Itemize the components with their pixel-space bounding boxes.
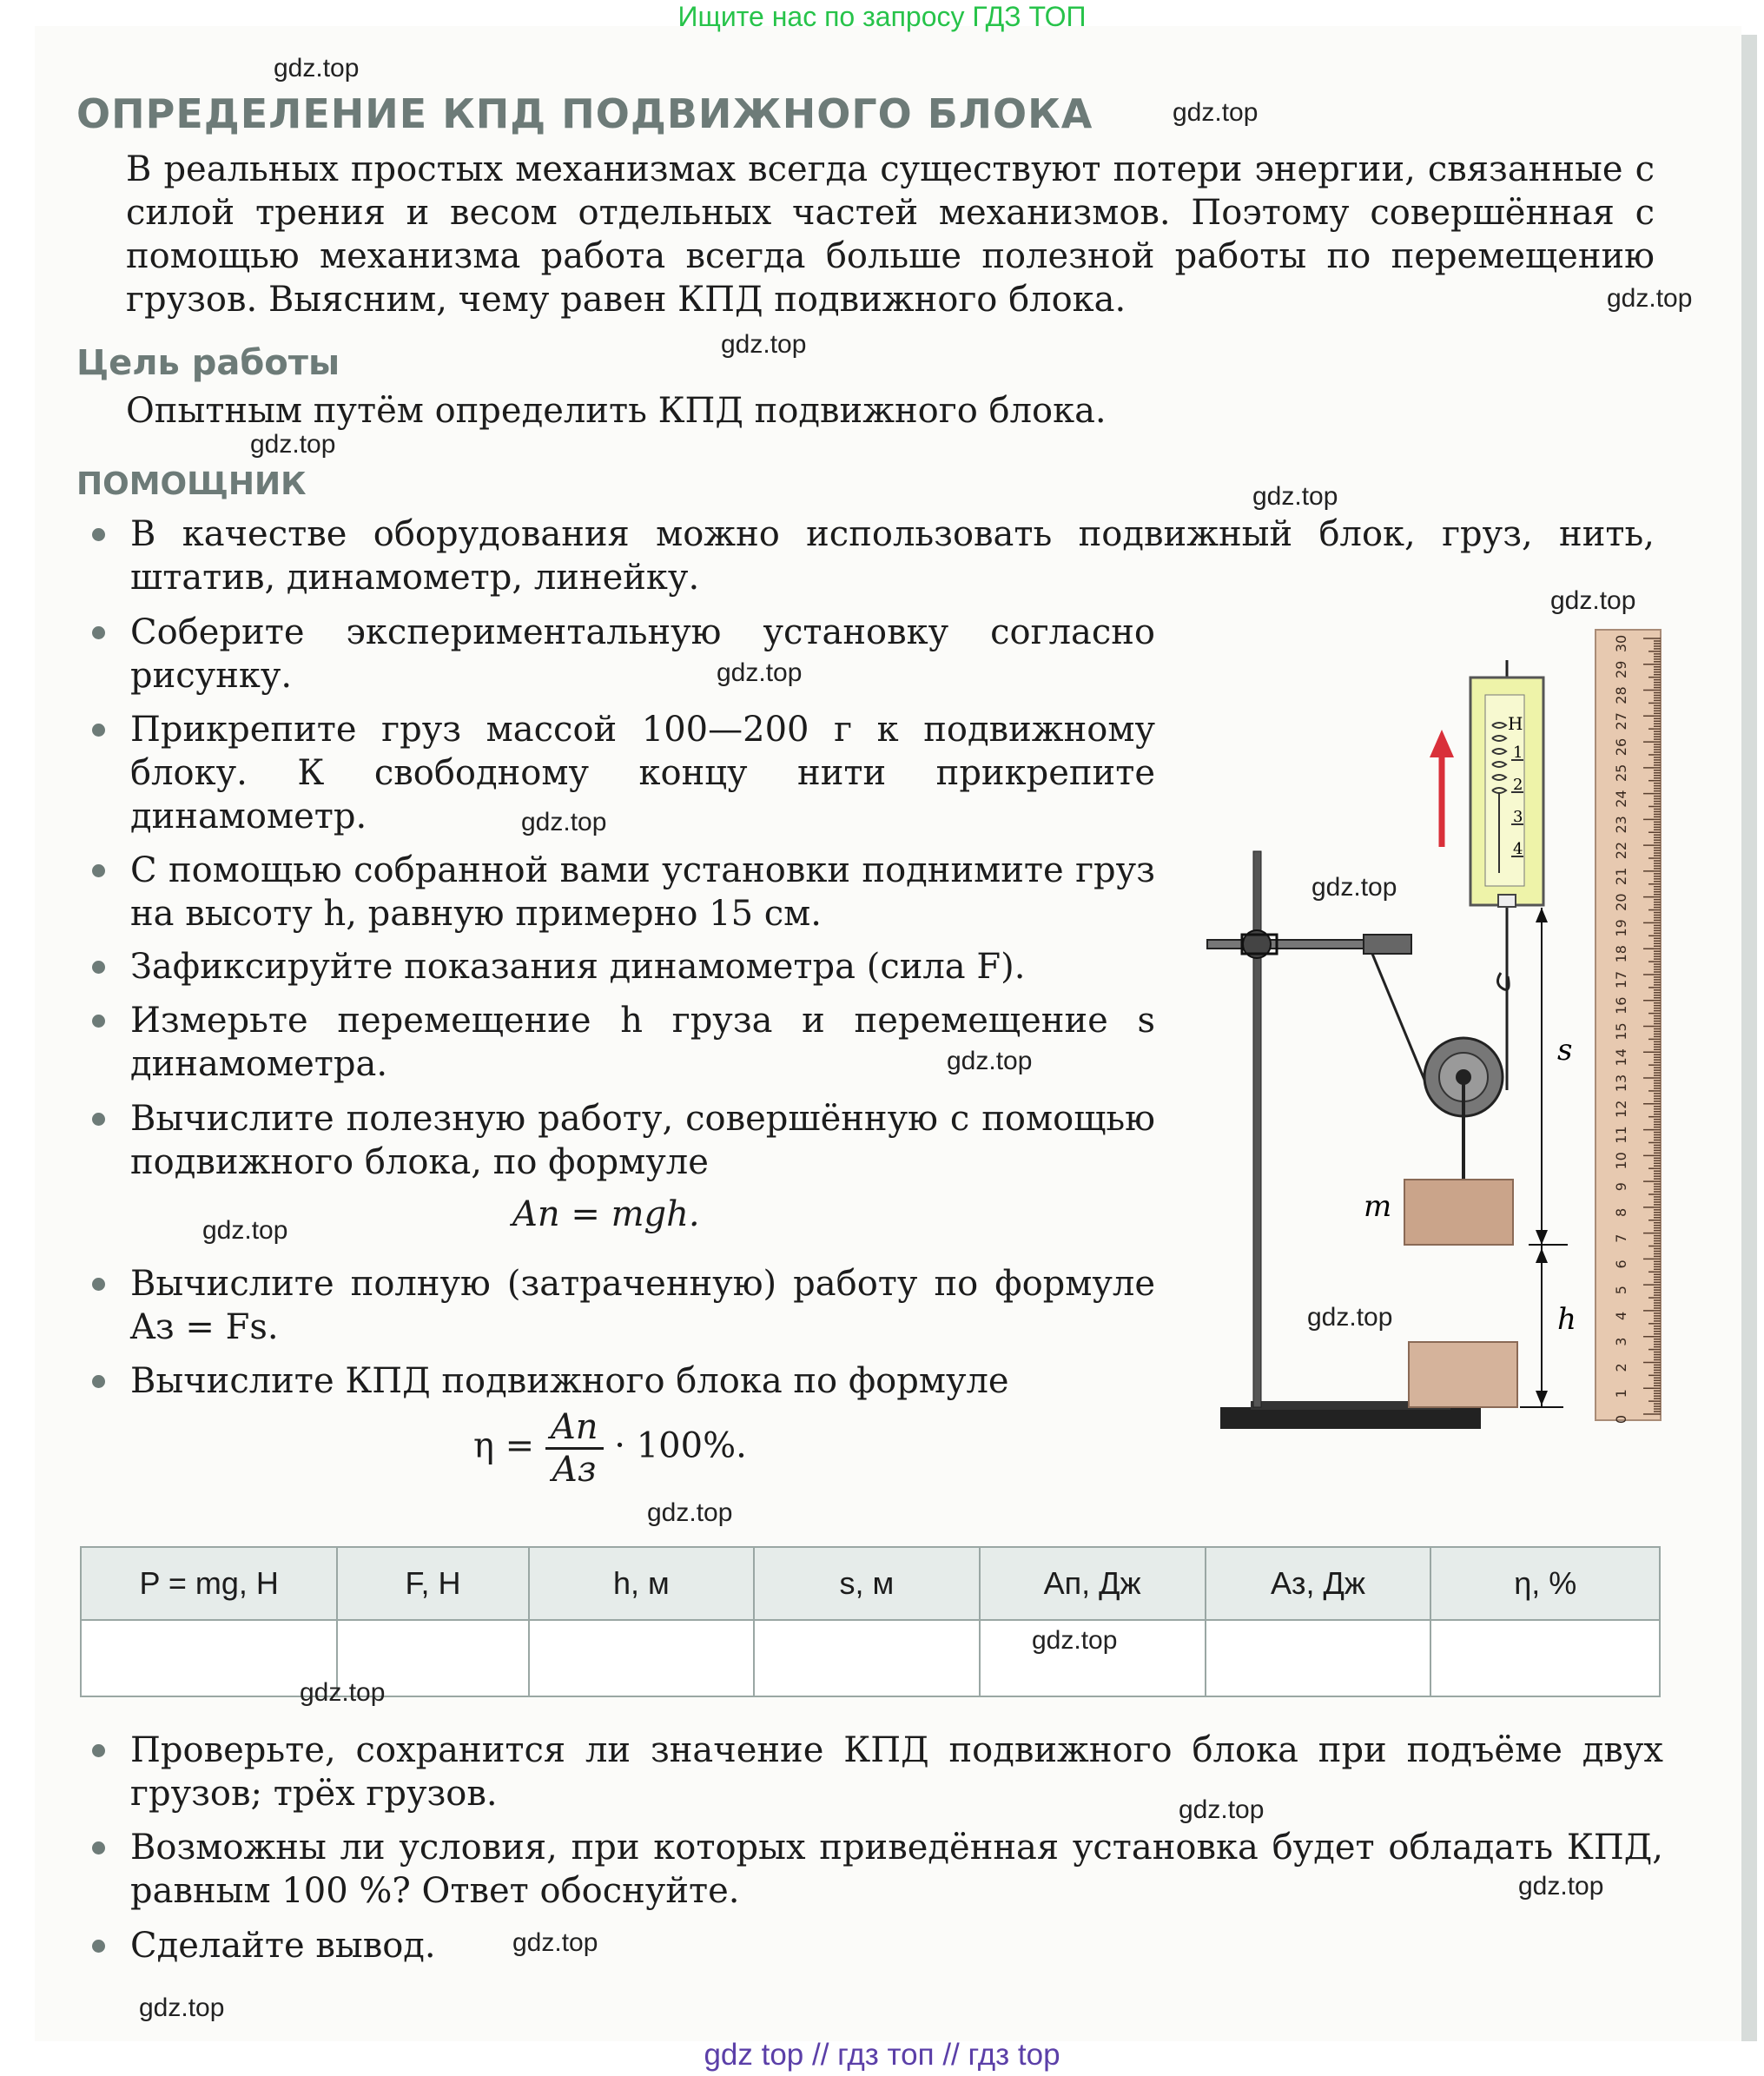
watermark: gdz.top — [1550, 586, 1636, 615]
ruler-tick-label: 20 — [1613, 893, 1629, 911]
ruler-tick-label: 11 — [1613, 1126, 1629, 1144]
ruler-tick-label: 7 — [1613, 1233, 1629, 1243]
ruler-tick-label: 3 — [1613, 1337, 1629, 1346]
dynamometer-unit: Н — [1508, 713, 1523, 734]
ruler-tick-label: 16 — [1613, 996, 1629, 1015]
pull-direction-arrow-icon — [1430, 730, 1454, 757]
ruler-tick-label: 26 — [1613, 737, 1629, 757]
ruler-tick-label: 24 — [1613, 790, 1629, 808]
formula-useful-work: Aп = mgh. — [512, 1194, 700, 1234]
s-arrow-bottom — [1536, 1230, 1548, 1245]
watermark: gdz.top — [1607, 284, 1693, 313]
intro-paragraph: В реальных простых механизмах всегда существуют потери энергии, связанные с силой трения и весом отдельных частей механизмов. Поэтому совершённая с помощью механизма работа всегда больше полезной работы по перемещению грузов. Выясним, чему равен КПД подвижного блока. — [126, 149, 1655, 320]
watermark: gdz.top — [1311, 873, 1397, 902]
watermark: gdz.top — [947, 1047, 1033, 1075]
formula-efficiency — [473, 1407, 747, 1490]
page-title: ОПРЕДЕЛЕНИЕ КПД ПОДВИЖНОГО БЛОКА — [76, 90, 1093, 137]
ruler-tick-label: 19 — [1613, 919, 1629, 937]
load-upper — [1404, 1180, 1513, 1245]
ruler-tick-label: 4 — [1613, 1311, 1629, 1321]
dyn-tick-label: 4 — [1513, 840, 1523, 858]
question-text: Возможны ли условия, при которых приведённая установка будет обладать КПД, равным 100 %? Ответ обоснуйте. — [130, 1828, 1663, 1911]
table-header-cell: F, Н — [337, 1547, 528, 1620]
table-cell[interactable] — [1206, 1620, 1431, 1696]
step-item — [87, 1262, 1155, 1349]
load-lower — [1409, 1342, 1517, 1407]
ruler-tick-label: 5 — [1613, 1286, 1629, 1295]
watermark: gdz.top — [202, 1216, 288, 1245]
table-cell[interactable] — [754, 1620, 979, 1696]
bullet-dot — [92, 1940, 105, 1953]
step-text: Зафиксируйте показания динамометра (сила F). — [130, 947, 1026, 987]
table-header-cell: Aп, Дж — [980, 1547, 1206, 1620]
dynamometer — [1470, 660, 1543, 907]
table-header-cell: η, % — [1430, 1547, 1660, 1620]
step-item — [87, 1097, 1155, 1184]
table-header-cell: s, м — [754, 1547, 979, 1620]
goal-heading: Цель работы — [76, 343, 340, 383]
label-s: s — [1557, 1033, 1573, 1068]
bullet-dot — [92, 626, 105, 639]
bottom-banner[interactable]: gdz top // гдз топ // гдз top — [704, 2038, 1060, 2072]
step-item — [87, 512, 1655, 599]
watermark: gdz.top — [717, 658, 803, 687]
dyn-tick-label: 2 — [1513, 776, 1523, 794]
bullet-dot — [92, 1015, 105, 1028]
watermark: gdz.top — [1307, 1303, 1393, 1332]
fraction-denominator: Aз — [552, 1450, 597, 1490]
bullet-dot — [92, 1744, 105, 1757]
ruler-tick-label: 21 — [1613, 867, 1629, 886]
question-item — [87, 1924, 1663, 1967]
step-text: Соберите экспериментальную установку согласно рисунку. — [130, 612, 1155, 696]
ruler-tick-label: 0 — [1613, 1414, 1629, 1425]
table-cell[interactable] — [1430, 1620, 1660, 1696]
ruler-tick-label: 29 — [1613, 660, 1629, 678]
ruler-tick-label: 22 — [1613, 841, 1629, 860]
step-item — [87, 945, 1155, 988]
bullet-dot — [92, 1278, 105, 1291]
step-text: Прикрепите груз массой 100—200 г к подвижному блоку. К свободному концу нити прикрепите динамометр. — [130, 710, 1155, 836]
dyn-tick-label: 1 — [1513, 744, 1523, 762]
ruler-tick-label: 6 — [1613, 1259, 1629, 1269]
table-header-cell: P = mg, Н — [81, 1547, 337, 1620]
step-text: Вычислите полную (затраченную) работу по формуле Aз = Fs. — [130, 1264, 1155, 1347]
bullet-dot — [92, 961, 105, 974]
ruler-tick-label: 30 — [1613, 634, 1629, 653]
question-text: Сделайте вывод. — [130, 1926, 436, 1966]
watermark: gdz.top — [139, 1993, 225, 2022]
step-text: В качестве оборудования можно использовать подвижный блок, груз, нить, штатив, динамометр, линейку. — [130, 514, 1655, 598]
step-text: С помощью собранной вами установки поднимите груз на высоту h, равную примерно 15 см. — [130, 850, 1155, 934]
efficiency-tail: · 100%. — [614, 1425, 747, 1466]
bullet-dot — [92, 724, 105, 737]
question-item — [87, 1729, 1663, 1815]
ruler — [1596, 630, 1661, 1424]
ruler-tick-label: 15 — [1613, 1022, 1629, 1041]
arm-hook-holder — [1364, 935, 1411, 954]
step-item — [87, 708, 1155, 838]
step-text: Измерьте перемещение h груза и перемещение s динамометра. — [130, 1001, 1155, 1084]
top-banner[interactable]: Ищите нас по запросу ГДЗ ТОП — [677, 1, 1087, 32]
table-header-cell: Aз, Дж — [1206, 1547, 1431, 1620]
efficiency-fraction — [545, 1407, 604, 1490]
watermark: gdz.top — [1252, 482, 1338, 511]
stand-base — [1220, 1407, 1481, 1429]
watermark: gdz.top — [1173, 98, 1259, 127]
ruler-tick-label: 1 — [1613, 1389, 1629, 1398]
ruler-tick-label: 2 — [1613, 1363, 1629, 1372]
ruler-tick-label: 28 — [1613, 686, 1629, 704]
bullet-dot — [92, 1113, 105, 1126]
step-item — [87, 849, 1155, 936]
step-text: Вычислите полезную работу, совершённую с помощью подвижного блока, по формуле — [130, 1099, 1155, 1182]
step-item — [87, 611, 1155, 698]
watermark: gdz.top — [1518, 1872, 1604, 1901]
label-m: m — [1364, 1189, 1392, 1224]
watermark: gdz.top — [512, 1928, 598, 1957]
watermark: gdz.top — [300, 1678, 386, 1707]
pulley-apparatus-figure — [1199, 608, 1668, 1451]
label-h: h — [1557, 1302, 1576, 1337]
ruler-tick-label: 10 — [1613, 1152, 1629, 1170]
bullet-dot — [92, 864, 105, 877]
stand-arm — [1207, 940, 1364, 949]
watermark: gdz.top — [521, 808, 607, 836]
bullet-dot — [92, 1841, 105, 1855]
bullet-dot — [92, 1375, 105, 1388]
ruler-tick-label: 27 — [1613, 712, 1629, 731]
helper-heading: ПОМОЩНИК — [76, 466, 307, 502]
watermark: gdz.top — [274, 54, 360, 83]
question-item — [87, 1826, 1663, 1913]
goal-text: Опытным путём определить КПД подвижного блока. — [126, 391, 1107, 431]
ruler-tick-label: 8 — [1613, 1207, 1629, 1217]
h-arrow-bottom — [1536, 1391, 1548, 1405]
ruler-tick-label: 25 — [1613, 764, 1629, 783]
string-fixed — [1372, 954, 1429, 1090]
s-arrow-top — [1536, 908, 1548, 922]
ruler-tick-label: 12 — [1613, 1100, 1629, 1118]
page-edge — [1741, 35, 1757, 2041]
watermark: gdz.top — [1179, 1795, 1265, 1824]
step-text: Вычислите КПД подвижного блока по формуле — [130, 1361, 1009, 1401]
bullet-dot — [92, 528, 105, 541]
watermark: gdz.top — [250, 430, 336, 459]
dynamometer-hook-mount — [1498, 895, 1516, 907]
watermark: gdz.top — [647, 1498, 733, 1527]
h-arrow-top — [1536, 1248, 1548, 1263]
table-header-row — [81, 1547, 1660, 1620]
ruler-tick-label: 17 — [1613, 970, 1629, 989]
ruler-tick-label: 13 — [1613, 1074, 1629, 1093]
ruler-tick-label: 23 — [1613, 816, 1629, 834]
table-cell[interactable] — [529, 1620, 755, 1696]
watermark: gdz.top — [1032, 1626, 1118, 1655]
ruler-tick-label: 9 — [1613, 1182, 1629, 1192]
ruler-tick-label: 14 — [1613, 1048, 1629, 1067]
efficiency-lhs: η = — [473, 1425, 535, 1466]
fraction-numerator: Aп — [545, 1407, 604, 1450]
results-table — [80, 1546, 1661, 1697]
table-header-cell: h, м — [529, 1547, 755, 1620]
ruler-tick-label: 18 — [1613, 945, 1629, 963]
question-text: Проверьте, сохранится ли значение КПД подвижного блока при подъёме двух грузов; трёх грузов. — [130, 1730, 1663, 1814]
watermark: gdz.top — [721, 330, 807, 359]
dyn-tick-label: 3 — [1513, 808, 1523, 826]
